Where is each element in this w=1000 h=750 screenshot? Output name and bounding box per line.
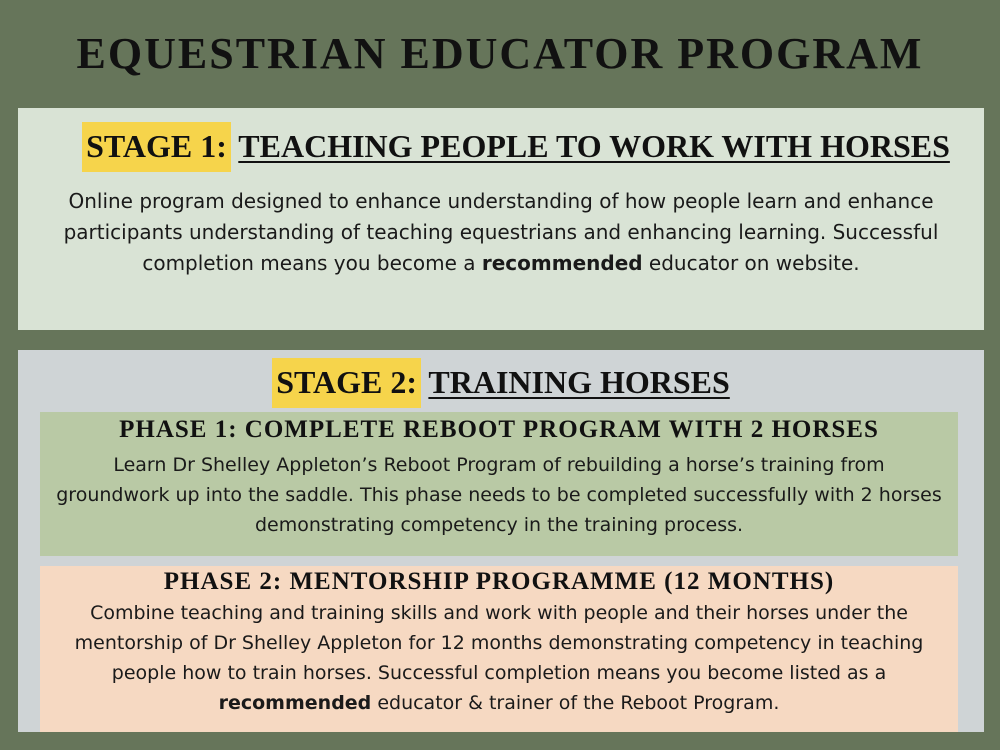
phase2-panel bbox=[40, 566, 958, 732]
phase1-description: Learn Dr Shelley Appleton’s Reboot Program of rebuilding a horse’s training from groundwork up into the saddle. This phase needs to be completed successfully with 2 horses demonstrating competency in the training process. bbox=[56, 454, 942, 536]
phase1-panel bbox=[40, 412, 958, 556]
stage1-text-end: educator on website. bbox=[642, 251, 860, 275]
phase2-heading: PHASE 2: MENTORSHIP PROGRAMME (12 MONTHS) bbox=[163, 568, 835, 595]
phase2-text-start: Combine teaching and training skills and work with people and their horses under the mentorship of Dr Shelley Appleton for 12 months demonstrating competency in teaching people how to train horses. Successful completion means you become listed as a bbox=[74, 602, 924, 684]
stage2-panel bbox=[18, 350, 984, 732]
stage1-panel bbox=[18, 108, 984, 330]
stage1-name: TEACHING PEOPLE TO WORK WITH HORSES bbox=[238, 128, 950, 164]
phase2-description bbox=[40, 598, 958, 718]
stage2-heading bbox=[18, 358, 984, 408]
stage2-tag: STAGE 2: bbox=[272, 358, 421, 408]
stage1-description bbox=[18, 186, 984, 279]
phase2-text-end: educator & trainer of the Reboot Program. bbox=[371, 692, 780, 714]
stage2-name: TRAINING HORSES bbox=[428, 364, 730, 400]
stage1-tag: STAGE 1: bbox=[82, 122, 231, 172]
phase2-bold-word: recommended bbox=[218, 692, 372, 714]
stage1-heading bbox=[18, 122, 984, 172]
phase1-heading: PHASE 1: COMPLETE REBOOT PROGRAM WITH 2 HORSES bbox=[119, 416, 879, 443]
stage1-bold-word: recommended bbox=[481, 251, 643, 275]
page-title: EQUESTRIAN EDUCATOR PROGRAM bbox=[76, 29, 924, 78]
stage1-text-start: Online program designed to enhance understanding of how people learn and enhance participants understanding of teaching equestrians and enhancing learning. Successful completion means you become a bbox=[63, 189, 939, 275]
